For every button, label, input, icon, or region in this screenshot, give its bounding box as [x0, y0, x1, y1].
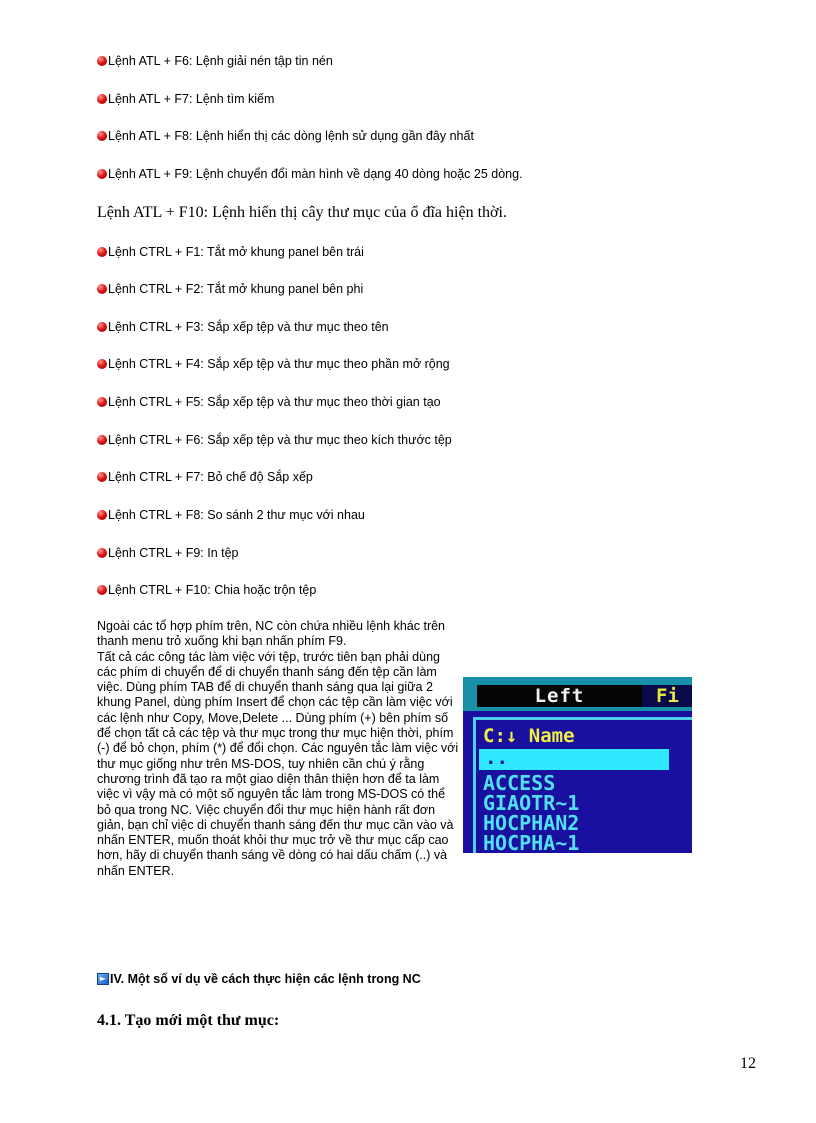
red-bullet-icon — [97, 510, 107, 520]
section-heading: IV. Một số ví dụ về cách thực hiện các lệnh trong NC — [110, 972, 421, 986]
red-bullet-icon — [97, 284, 107, 294]
nc-panel-title: Left — [477, 685, 642, 707]
command-item — [97, 394, 441, 410]
body-paragraph — [97, 619, 462, 879]
command-item — [97, 469, 313, 485]
red-bullet-icon — [97, 94, 107, 104]
command-text: Lệnh CTRL + F3: Sắp xếp tệp và thư mục theo tên — [108, 320, 389, 334]
nc-parent-dir: .. — [485, 747, 508, 769]
command-item — [97, 582, 316, 598]
page-number: 12 — [740, 1055, 756, 1072]
command-item — [97, 166, 523, 182]
nc-panel-screenshot — [463, 677, 692, 853]
paragraph-instructions: Tất cả các công tác làm việc với tệp, trước tiên bạn phải dùng các phím di chuyển để di chuyển thanh sáng đến tệp cần làm việc. Dùng phím TAB để di chuyển thanh sáng qua lại giữa 2 khung Panel, dùng phím Insert để chọn các tệp cần làm việc với các lệnh như Copy, Move,Delete ... Dùng phím (+) bên phím số để chọn tất cả các tệp và thư mục trong thư mục hiện thời, phím (-) để bỏ chọn, phím (*) để đổi chọn. Các nguyên tắc làm việc với thư mục giống như trên MS-DOS, tuy nhiên cần chú ý rằng chương trình đã tạo ra một giao diện thân thiện hơn để ta làm việc vì vậy mà có một số nguyên tắc làm trong MS-DOS có thể bỏ qua trong NC. Việc chuyển đổi thư mục hiện hành rất đơn giản, bạn chỉ việc di chuyển thanh sáng đến thư mục cần vào và nhấn ENTER, muốn thoát khỏi thư mục trở về thư mục cấp cao hơn, hãy di chuyển thanh sáng về dòng có hai dấu chấm (..) và nhấn ENTER. — [97, 649, 459, 878]
command-text: Lệnh CTRL + F6: Sắp xếp tệp và thư mục theo kích thước tệp — [108, 433, 452, 447]
nc-column-header: C:↓ Name — [483, 725, 575, 747]
command-text: Lệnh ATL + F6: Lệnh giải nén tập tin nén — [108, 54, 333, 68]
command-text: Lệnh CTRL + F2: Tắt mở khung panel bên phi — [108, 282, 364, 296]
red-bullet-icon — [97, 359, 107, 369]
command-item — [97, 244, 364, 260]
command-item — [97, 432, 452, 448]
command-text: Lệnh CTRL + F5: Sắp xếp tệp và thư mục theo thời gian tạo — [108, 395, 441, 409]
command-item — [97, 319, 389, 335]
red-bullet-icon — [97, 435, 107, 445]
command-item — [97, 281, 363, 297]
command-item-serif: Lệnh ATL + F10: Lệnh hiển thị cây thư mục của ổ đĩa hiện thời. — [97, 204, 507, 221]
arrow-box-icon: ► — [97, 973, 109, 985]
nc-file-entry: HOCPHAN2 — [483, 811, 580, 835]
command-item — [97, 53, 333, 69]
command-text: Lệnh CTRL + F1: Tắt mở khung panel bên trái — [108, 245, 364, 259]
command-item — [97, 91, 274, 107]
command-text: Lệnh ATL + F8: Lệnh hiển thị các dòng lệnh sử dụng gần đây nhất — [108, 129, 474, 143]
red-bullet-icon — [97, 247, 107, 257]
nc-file-entry: GIAOTR~1 — [483, 791, 580, 815]
command-item — [97, 128, 474, 144]
nc-fkey-label: Fi — [642, 685, 692, 707]
command-item — [97, 545, 239, 561]
command-text: Lệnh CTRL + F10: Chia hoặc trộn tệp — [108, 583, 317, 597]
nc-file-entry: ACCESS — [483, 771, 556, 795]
red-bullet-icon — [97, 169, 107, 179]
command-text: Lệnh CTRL + F4: Sắp xếp tệp và thư mục theo phần mở rộng — [108, 357, 450, 371]
command-text: Lệnh CTRL + F9: In tệp — [108, 546, 239, 560]
command-text: Lệnh CTRL + F8: So sánh 2 thư mục với nhau — [108, 508, 365, 522]
red-bullet-icon — [97, 56, 107, 66]
red-bullet-icon — [97, 585, 107, 595]
nc-frame-line — [473, 717, 476, 853]
paragraph-intro: Ngoài các tổ hợp phím trên, NC còn chứa nhiều lệnh khác trên thanh menu trỏ xuống khi bạn nhấn phím F9. — [97, 619, 446, 649]
command-text: Lệnh ATL + F7: Lệnh tìm kiếm — [108, 92, 275, 106]
red-bullet-icon — [97, 322, 107, 332]
subsection-heading: 4.1. Tạo mới một thư mục: — [97, 1012, 280, 1029]
command-item — [97, 507, 365, 523]
red-bullet-icon — [97, 472, 107, 482]
command-text: Lệnh ATL + F9: Lệnh chuyển đổi màn hình về dạng 40 dòng hoặc 25 dòng. — [108, 167, 523, 181]
command-text: Lệnh CTRL + F7: Bỏ chế độ Sắp xếp — [108, 470, 313, 484]
nc-frame-line — [473, 717, 692, 720]
red-bullet-icon — [97, 548, 107, 558]
red-bullet-icon — [97, 131, 107, 141]
red-bullet-icon — [97, 397, 107, 407]
nc-file-entry: HOCPHA~1 — [483, 831, 580, 853]
command-item — [97, 356, 450, 372]
